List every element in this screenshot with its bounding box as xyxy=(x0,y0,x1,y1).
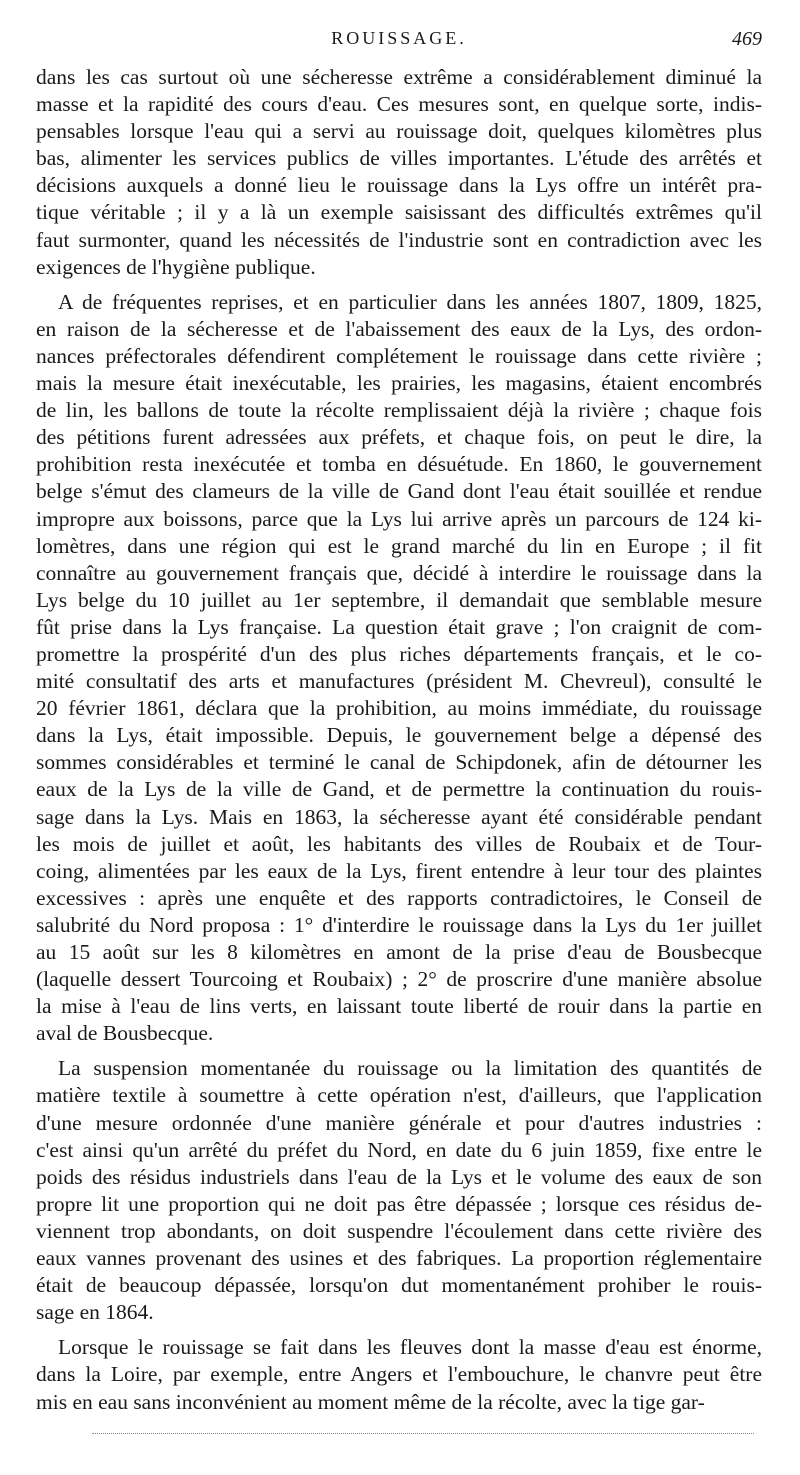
text-line: lomètres, dans une région qui est le grand marché du lin en Europe ; il fit xyxy=(36,533,762,558)
text-line: de lin, les ballons de toute la récolte remplissaient déjà la rivière ; chaque fois xyxy=(36,398,762,423)
text-line: les mois de juillet et août, les habitants des villes de Roubaix et de Tour- xyxy=(36,831,762,856)
text-line: dans la Lys, était impossible. Depuis, le gouvernement belge a dépensé des xyxy=(36,723,762,748)
text-line: faut surmonter, quand les nécessités de l'industrie sont en contradiction avec les xyxy=(36,227,762,252)
text-line: fût prise dans la Lys française. La question était grave ; l'on craignit de com- xyxy=(36,614,762,639)
text-line: excessives : après une enquête et des rapports contradictoires, le Conseil de xyxy=(36,885,762,910)
text-line: sage en 1864. xyxy=(36,1300,154,1325)
text-line: promettre la prospérité d'un des plus riches départements français, et le co- xyxy=(36,641,762,666)
text-line: masse et la rapidité des cours d'eau. Ces mesures sont, en quelque sorte, indis- xyxy=(36,92,762,117)
text-line: exigences de l'hygiène publique. xyxy=(36,254,316,279)
text-line: d'une mesure ordonnée d'une manière générale et pour d'autres industries : xyxy=(36,1110,762,1135)
text-line: poids des résidus industriels dans l'eau de la Lys et le volume des eaux de son xyxy=(36,1164,762,1189)
text-line: A de fréquentes reprises, et en particulier dans les années 1807, 1809, 1825, xyxy=(58,289,762,314)
text-line: des pétitions furent adressées aux préfets, et chaque fois, on peut le dire, la xyxy=(36,425,762,450)
page-number: 469 xyxy=(732,28,762,50)
text-line: décisions auxquels a donné lieu le rouissage dans la Lys offre un intérêt pra- xyxy=(36,173,762,198)
text-line: au 15 août sur les 8 kilomètres en amont de la prise d'eau de Bousbecque xyxy=(36,940,762,964)
text-line: sommes considérables et terminé le canal de Schipdonek, afin de détourner les xyxy=(36,750,762,775)
text-line: dans la Loire, par exemple, entre Angers et l'embouchure, le chanvre peut être xyxy=(36,1362,762,1387)
footer-rule xyxy=(92,1433,754,1434)
text-line: sage dans la Lys. Mais en 1863, la sécheresse ayant été considérable pendant xyxy=(36,804,762,829)
running-title: ROUISSAGE. xyxy=(331,28,467,48)
paragraph xyxy=(36,1334,762,1415)
text-line: la mise à l'eau de lins verts, en laissant toute liberté de rouir dans la partie en xyxy=(36,994,762,1019)
text-line: salubrité du Nord proposa : 1° d'interdire le rouissage dans la Lys du 1er juillet xyxy=(36,912,762,937)
text-line: c'est ainsi qu'un arrêté du préfet du Nord, en date du 6 juin 1859, fixe entre le xyxy=(36,1137,762,1162)
text-line: viennent trop abondants, on doit suspendre l'écoulement dans cette rivière des xyxy=(36,1218,762,1243)
text-line: eaux vannes provenant des usines et des fabriques. La proportion réglementaire xyxy=(36,1246,762,1271)
text-line: (laquelle dessert Tourcoing et Roubaix) ; 2° de proscrire d'une manière absolue xyxy=(36,967,762,992)
paragraph xyxy=(36,1055,762,1326)
paragraph xyxy=(36,289,762,1048)
text-line: mité consultatif des arts et manufactures (président M. Chevreul), consulté le xyxy=(36,669,762,694)
text-line: connaître au gouvernement français que, décidé à interdire le rouissage dans la xyxy=(36,560,762,585)
text-line: 20 février 1861, déclara que la prohibition, au moins immédiate, du rouissage xyxy=(36,696,762,721)
text-line: était de beaucoup dépassée, lorsqu'on dut momentanément prohiber le rouis- xyxy=(36,1273,762,1298)
paragraph xyxy=(36,64,762,281)
text-line: propre lit une proportion qui ne doit pas être dépassée ; lorsque ces résidus de- xyxy=(36,1191,762,1216)
text-line: en raison de la sécheresse et de l'abaissement des eaux de la Lys, des ordon- xyxy=(36,316,762,341)
text-line: mais la mesure était inexécutable, les prairies, les magasins, étaient encombrés xyxy=(36,371,762,396)
text-line: nances préfectorales défendirent complétement le rouissage dans cette rivière ; xyxy=(36,343,762,368)
text-line: bas, alimenter les services publics de villes importantes. L'étude des arrêtés et xyxy=(36,146,762,171)
text-line: aval de Bousbecque. xyxy=(36,1021,214,1046)
text-line: mis en eau sans inconvénient au moment même de la récolte, avec la tige gar- xyxy=(36,1389,705,1414)
body-text xyxy=(36,64,762,1416)
text-line: matière textile à soumettre à cette opération n'est, d'ailleurs, que l'application xyxy=(36,1083,762,1108)
text-line: eaux de la Lys de la ville de Gand, et de permettre la continuation du rouis- xyxy=(36,777,762,802)
text-line: Lys belge du 10 juillet au 1er septembre, il demandait que semblable mesure xyxy=(36,587,762,612)
page-header xyxy=(36,28,762,58)
text-line: belge s'émut des clameurs de la ville de Gand dont l'eau était souillée et rendue xyxy=(36,479,762,504)
text-line: Lorsque le rouissage se fait dans les fleuves dont la masse d'eau est énorme, xyxy=(58,1335,762,1360)
text-line: tique véritable ; il y a là un exemple saisissant des difficultés extrêmes qu'il xyxy=(36,200,762,225)
text-line: prohibition resta inexécutée et tomba en désuétude. En 1860, le gouvernement xyxy=(36,452,762,477)
text-line: pensables lorsque l'eau qui a servi au rouissage doit, quelques kilomètres plus xyxy=(36,119,762,144)
text-line: coing, alimentées par les eaux de la Lys, firent entendre à leur tour des plaintes xyxy=(36,858,762,883)
text-line: dans les cas surtout où une sécheresse extrême a considérablement diminué la xyxy=(36,65,762,89)
text-line: La suspension momentanée du rouissage ou la limitation des quantités de xyxy=(58,1056,762,1081)
text-line: impropre aux boissons, parce que la Lys lui arrive après un parcours de 124 ki- xyxy=(36,506,762,531)
